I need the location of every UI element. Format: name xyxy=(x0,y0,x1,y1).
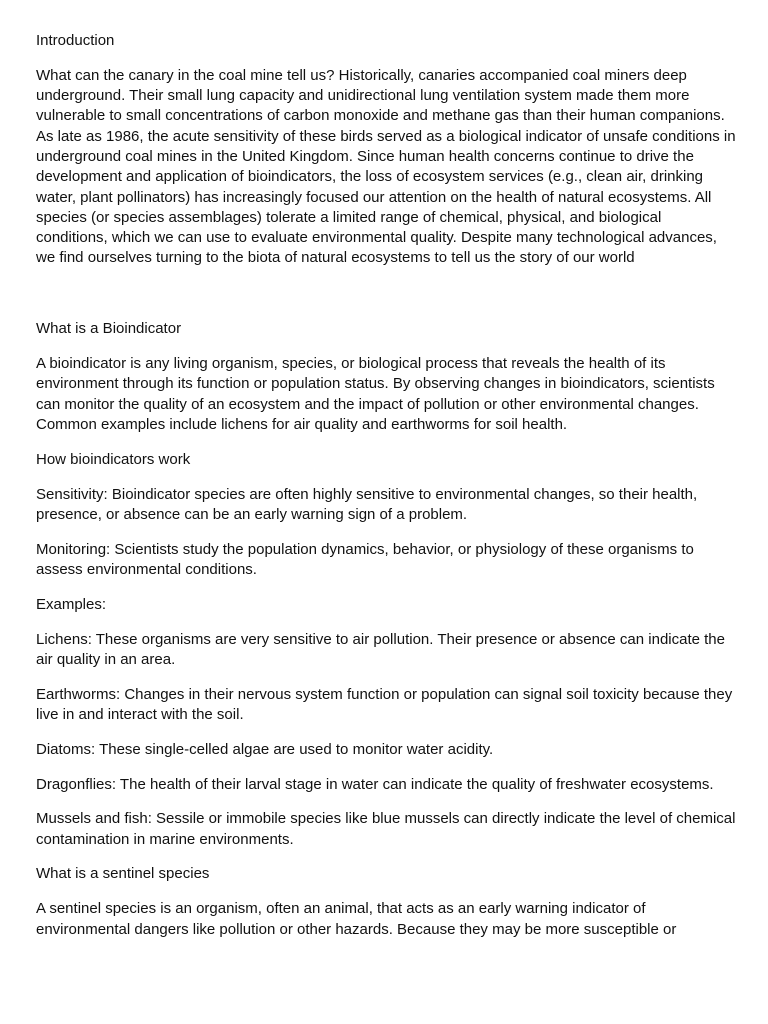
section-spacer xyxy=(36,283,736,319)
example-lichens: Lichens: These organisms are very sensitive to air pollution. Their presence or absence can indicate the air quality in an area. xyxy=(36,630,725,668)
monitoring-paragraph: Monitoring: Scientists study the population dynamics, behavior, or physiology of these organisms to assess environmental conditions. xyxy=(36,540,694,578)
sentinel-paragraph: A sentinel species is an organism, often an animal, that acts as an early warning indicator of environmental dangers like pollution or other hazards. Because they may be more susceptible or xyxy=(36,900,677,938)
example-diatoms: Diatoms: These single-celled algae are used to monitor water acidity. xyxy=(36,740,494,758)
bioindicator-heading: What is a Bioindicator xyxy=(36,320,182,338)
bioindicator-paragraph: A bioindicator is any living organism, species, or biological process that reveals the health of its environment through its function or population status. By observing changes in bioindicators, scientists can monitor the quality of an ecosystem and the impact of pollution or other environmental changes. Common examples include lichens for air quality and earthworms for soil health. xyxy=(36,355,715,433)
sensitivity-paragraph: Sensitivity: Bioindicator species are often highly sensitive to environmental changes, so their health, presence, or absence can be an early warning sign of a problem. xyxy=(36,485,698,523)
example-dragonflies: Dragonflies: The health of their larval stage in water can indicate the quality of freshwater ecosystems. xyxy=(36,775,714,793)
document-body xyxy=(36,31,736,954)
examples-heading: Examples: xyxy=(36,595,107,613)
intro-paragraph: What can the canary in the coal mine tell us? Historically, canaries accompanied coal miners deep underground. Their small lung capacity and unidirectional lung ventilation system made them more vulnerable to small concentrations of carbon monoxide and methane gas than their human companions. As late as 1986, the acute sensitivity of these birds served as a biological indicator of unsafe conditions in underground coal mines in the United Kingdom. Since human health concerns continue to drive the development and application of bioindicators, the loss of ecosystem services (e.g., clean air, drinking water, plant pollinators) has increasingly focused our attention on the health of natural ecosystems. All species (or species assemblages) tolerate a limited range of chemical, physical, and biological conditions, which we can use to evaluate environmental quality. Despite many technological advances, we find ourselves turning to the biota of natural ecosystems to tell us the story of our world xyxy=(36,66,736,267)
how-bioindicators-work-heading: How bioindicators work xyxy=(36,450,191,468)
example-mussels-and-fish: Mussels and fish: Sessile or immobile species like blue mussels can directly indicate the level of chemical contamination in marine environments. xyxy=(36,810,736,848)
sentinel-heading: What is a sentinel species xyxy=(36,865,210,883)
intro-heading: Introduction xyxy=(36,32,115,49)
example-earthworms: Earthworms: Changes in their nervous system function or population can signal soil toxicity because they live in and interact with the soil. xyxy=(36,685,733,723)
